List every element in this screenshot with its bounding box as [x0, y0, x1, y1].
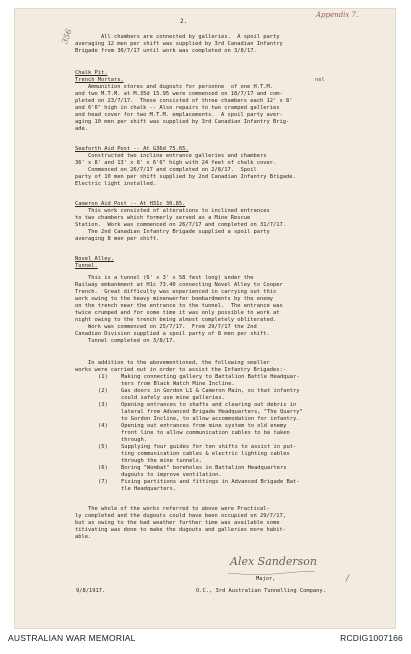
body-line: but as owing to the bad weather further time was available some	[75, 520, 280, 526]
signature-rank: Major,	[256, 576, 276, 582]
body-line: The 2nd Canadian Infantry Brigade supplied a spoil party	[75, 229, 270, 235]
footer-source: AUSTRALIAN WAR MEMORIAL	[8, 633, 136, 643]
list-item-line: Making connecting gallery to Battalion Battle Headquar-	[121, 374, 300, 380]
body-line: Commenced on 26/7/17 and completed on 2/8/17. Spoil	[75, 167, 257, 173]
margin-number: 356	[60, 27, 74, 46]
body-line: works were carried out in order to assist the Infantry Brigades:-	[75, 367, 286, 373]
body-line: aging 10 men per shift was supplied by 3rd Canadian Infantry Brig-	[75, 119, 290, 125]
handwritten-insertion: nel	[315, 77, 325, 83]
body-line: able.	[75, 534, 92, 540]
body-line: Trench. Great difficulty was experienced in carrying out this	[75, 289, 277, 295]
body-line: 36' x 8' and 13' x 8' x 6'6" high with 24 feet of chalk cover.	[75, 160, 277, 166]
list-item-line: dugouts to improve ventilation.	[121, 472, 222, 478]
list-item-number: (6)	[98, 465, 108, 471]
section-heading-seaforth: Seaforth Aid Post -- At G36d 75.65.	[75, 146, 189, 152]
intro-line: Brigade from 30/7/17 until work was completed on 3/8/17.	[75, 48, 257, 54]
list-item-line: Boring "Wombat" boreholes in Battalion Headquarters	[121, 465, 287, 471]
list-item-line: front line to allow communication cables to be taken	[121, 430, 290, 436]
signature-unit: O.C., 3rd Australian Tunnelling Company.	[196, 588, 326, 594]
body-line: night owing to the trench being almost completely obliterated.	[75, 317, 277, 323]
body-line: work owing to the heavy minenwerfer bombardments by the enemy	[75, 296, 273, 302]
body-line: titivating was done to make the dugouts and galleries more habit-	[75, 527, 286, 533]
body-line: and 6'6" high in chalk -- Also repairs to two cramped galleries	[75, 105, 280, 111]
body-line: and two M.T.M. at M.35d 15.95 were commenced on 18/7/17 and com-	[75, 91, 283, 97]
page-number: 2.	[180, 18, 188, 25]
body-line: This work consisted of alterations to inclined entrances	[75, 208, 270, 214]
section-heading-chalk-pit: Chalk Pit.	[75, 70, 108, 76]
body-line: pleted on 23/7/17. These consisted of three chambers each 12' x 8'	[75, 98, 293, 104]
intro-line: All chambers are connected by galleries. A spoil party	[101, 34, 280, 40]
body-line: on the trench near the entrance to the tunnel. The entrance was	[75, 303, 283, 309]
document-date: 9/8/1917.	[76, 588, 106, 594]
body-line: Ammunition stores and dugouts for personne of one H.T.M.	[75, 84, 273, 90]
body-line: twice crumped and for some time it was only possible to work at	[75, 310, 280, 316]
handwritten-signature: Alex Sanderson	[230, 555, 318, 568]
list-item-line: Supplying four guides for ten shifts to assist in put-	[121, 444, 297, 450]
body-line: party of 10 men per shift supplied by 2nd Canadian Infantry Brigade.	[75, 174, 296, 180]
list-item-line: Gas doors in Gordon L1 & Cameron Main, so that infantry	[121, 388, 300, 394]
list-item-line: through the mine tunnels.	[121, 458, 203, 464]
appendix-annotation: Appendix 7.	[316, 11, 359, 19]
section-subheading-tunnel: Tunnel.	[75, 263, 98, 269]
body-line: In addition to the abovementioned, the following smaller	[75, 360, 270, 366]
intro-line: averaging 12 men per shift was supplied by 3rd Canadian Infantry	[75, 41, 283, 47]
body-line: averaging 8 men per shift.	[75, 236, 160, 242]
list-item-line: ters from Black Watch Mine Incline.	[121, 381, 235, 387]
body-line: Tunnel completed on 3/8/17.	[75, 338, 176, 344]
section-heading-cameron: Cameron Aid Post -- At H31c 30.85.	[75, 201, 186, 207]
list-item-number: (4)	[98, 423, 108, 429]
list-item-number: (7)	[98, 479, 108, 485]
list-item-number: (3)	[98, 402, 108, 408]
list-item-number: (5)	[98, 444, 108, 450]
body-line: Work was commenced on 25/7/17. From 29/7/17 the 2nd	[75, 324, 257, 330]
list-item-line: Opening entrances to shafts and clearing out debris in	[121, 402, 297, 408]
body-line: and head cover for two M.T.M. emplacements. A spoil party aver-	[75, 112, 283, 118]
body-line: This is a tunnel (6' x 3' x 58 fest long) under the	[75, 275, 254, 281]
list-item-line: through.	[121, 437, 147, 443]
footer-record-id: RCDIG1007166	[340, 633, 403, 643]
list-item-line: ting communication cables & electric lighting cables	[121, 451, 290, 457]
body-line: to two chambers which formerly served as a Mine Rescue	[75, 215, 251, 221]
list-item-line: tle Headquarters.	[121, 486, 177, 492]
body-line: Station. Work was commenced on 26/7/17 and completed on 31/7/17.	[75, 222, 286, 228]
section-heading-novel-alley: Novel Alley.	[75, 256, 114, 262]
body-line: Railway embankment at H1c 73.40 connecting Novel Alley to Cooper	[75, 282, 283, 288]
list-item-line: lateral from Advanced Brigade Headquarters, "The Quarry"	[121, 409, 303, 415]
list-item-line: Fixing partitions and fittings in Advanced Brigade Bat-	[121, 479, 300, 485]
tick-mark: /	[346, 574, 350, 584]
list-item-line: to Gordon Incline, to allow accommodation for infantry.	[121, 416, 300, 422]
list-item-number: (1)	[98, 374, 108, 380]
body-line: The whole of the works referred to above were Practical-	[75, 506, 270, 512]
body-line: ade.	[75, 126, 88, 132]
list-item-line: could safely use mine galleries.	[121, 395, 225, 401]
list-item-line: Opening out entrances from mine system to old enemy	[121, 423, 287, 429]
body-line: Constructed two incline entrance galleries and chambers	[75, 153, 267, 159]
section-subheading-trench-mortars: Trench Mortars.	[75, 77, 124, 83]
body-line: Electric light installed.	[75, 181, 157, 187]
body-line: ly completed and the dugouts could have been occupied on 29/7/17,	[75, 513, 286, 519]
list-item-number: (2)	[98, 388, 108, 394]
body-line: Canadian Division supplied a spoil party of 8 men per shift.	[75, 331, 270, 337]
